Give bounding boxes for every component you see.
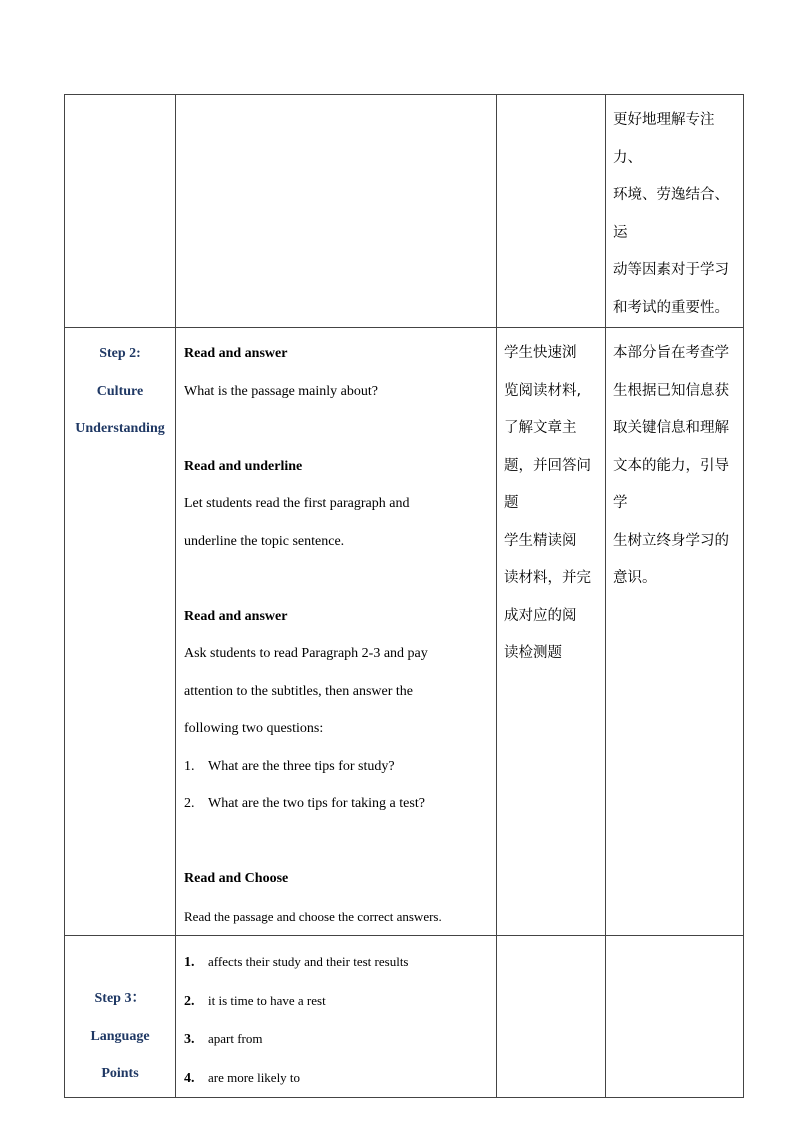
table-row-step3 xyxy=(65,936,744,1098)
step-title-cell xyxy=(65,328,176,936)
student-cell-empty xyxy=(497,936,606,1098)
list-item: 2. it is time to have a rest xyxy=(184,992,326,1009)
student-line: 学生精读阅 xyxy=(504,532,577,549)
list-item: 1. What are the three tips for study? xyxy=(184,758,395,774)
activity-cell-empty xyxy=(176,95,497,328)
step-title-line: Culture xyxy=(96,383,144,399)
student-line: 学生快速浏 xyxy=(504,345,577,361)
language-points-cell xyxy=(176,936,497,1098)
activity-cell xyxy=(176,328,497,936)
lesson-plan-table xyxy=(64,94,744,1098)
table-row-continued xyxy=(65,95,744,328)
activity-text: attention to the subtitles, then answer the xyxy=(184,683,414,699)
purpose-line: 动等因素对于学习 xyxy=(613,262,729,278)
purpose-line: 本部分旨在考查学 xyxy=(613,345,729,361)
list-item: 4. are more likely to xyxy=(184,1069,301,1086)
activity-text: Let students read the first paragraph and xyxy=(184,496,410,511)
purpose-line: 更好地理解专注力、 xyxy=(613,112,715,166)
activity-text: What is the passage mainly about? xyxy=(184,383,378,399)
purpose-cell-empty xyxy=(606,936,744,1098)
student-line: 了解文章主 xyxy=(504,420,577,436)
student-cell-empty xyxy=(497,95,606,328)
student-line: 览阅读材料, xyxy=(504,382,582,399)
purpose-line: 意识。 xyxy=(613,570,657,586)
question-list xyxy=(184,748,488,823)
step-title-line: Step 3： xyxy=(94,991,146,1006)
student-activity-cell xyxy=(497,328,606,936)
student-line: 题 xyxy=(504,495,519,511)
activity-text: Ask students to read Paragraph 2-3 and pay xyxy=(184,646,428,661)
activity-heading: Read and Choose xyxy=(184,871,289,886)
table-row-step2 xyxy=(65,328,744,936)
activity-heading: Read and answer xyxy=(184,608,288,624)
purpose-line: 和考试的重要性。 xyxy=(613,299,729,316)
purpose-line: 取关键信息和理解 xyxy=(613,420,729,436)
student-line: 题，并回答问 xyxy=(504,457,591,474)
purpose-line: 环境、劳逸结合、运 xyxy=(613,187,729,241)
purpose-cell xyxy=(606,95,744,328)
student-line: 成对应的阅 xyxy=(504,607,577,624)
purpose-line: 文本的能力，引导学 xyxy=(613,457,729,511)
activity-text: Read the passage and choose the correct answers. xyxy=(184,908,442,924)
list-item: 3. apart from xyxy=(184,1031,263,1047)
activity-heading: Read and answer xyxy=(184,346,288,361)
activity-text: following two questions: xyxy=(184,721,324,736)
purpose-line: 生根据已知信息获 xyxy=(613,382,729,399)
student-line: 读检测题 xyxy=(504,645,562,661)
activity-text: underline the topic sentence. xyxy=(184,533,345,549)
purpose-line: 生树立终身学习的 xyxy=(613,532,729,549)
list-item: 1. affects their study and their test results xyxy=(184,954,409,970)
step-title-cell xyxy=(65,936,176,1098)
activity-heading: Read and underline xyxy=(184,458,303,474)
step-cell-empty xyxy=(65,95,176,328)
step-title-line: Understanding xyxy=(75,421,165,436)
step-title-line: Points xyxy=(101,1066,139,1081)
purpose-cell xyxy=(606,328,744,936)
student-line: 读材料，并完 xyxy=(504,570,591,586)
list-item: 2. What are the two tips for taking a test? xyxy=(184,796,425,811)
step-title-line: Step 2: xyxy=(99,346,141,361)
step-title-line: Language xyxy=(90,1028,150,1044)
